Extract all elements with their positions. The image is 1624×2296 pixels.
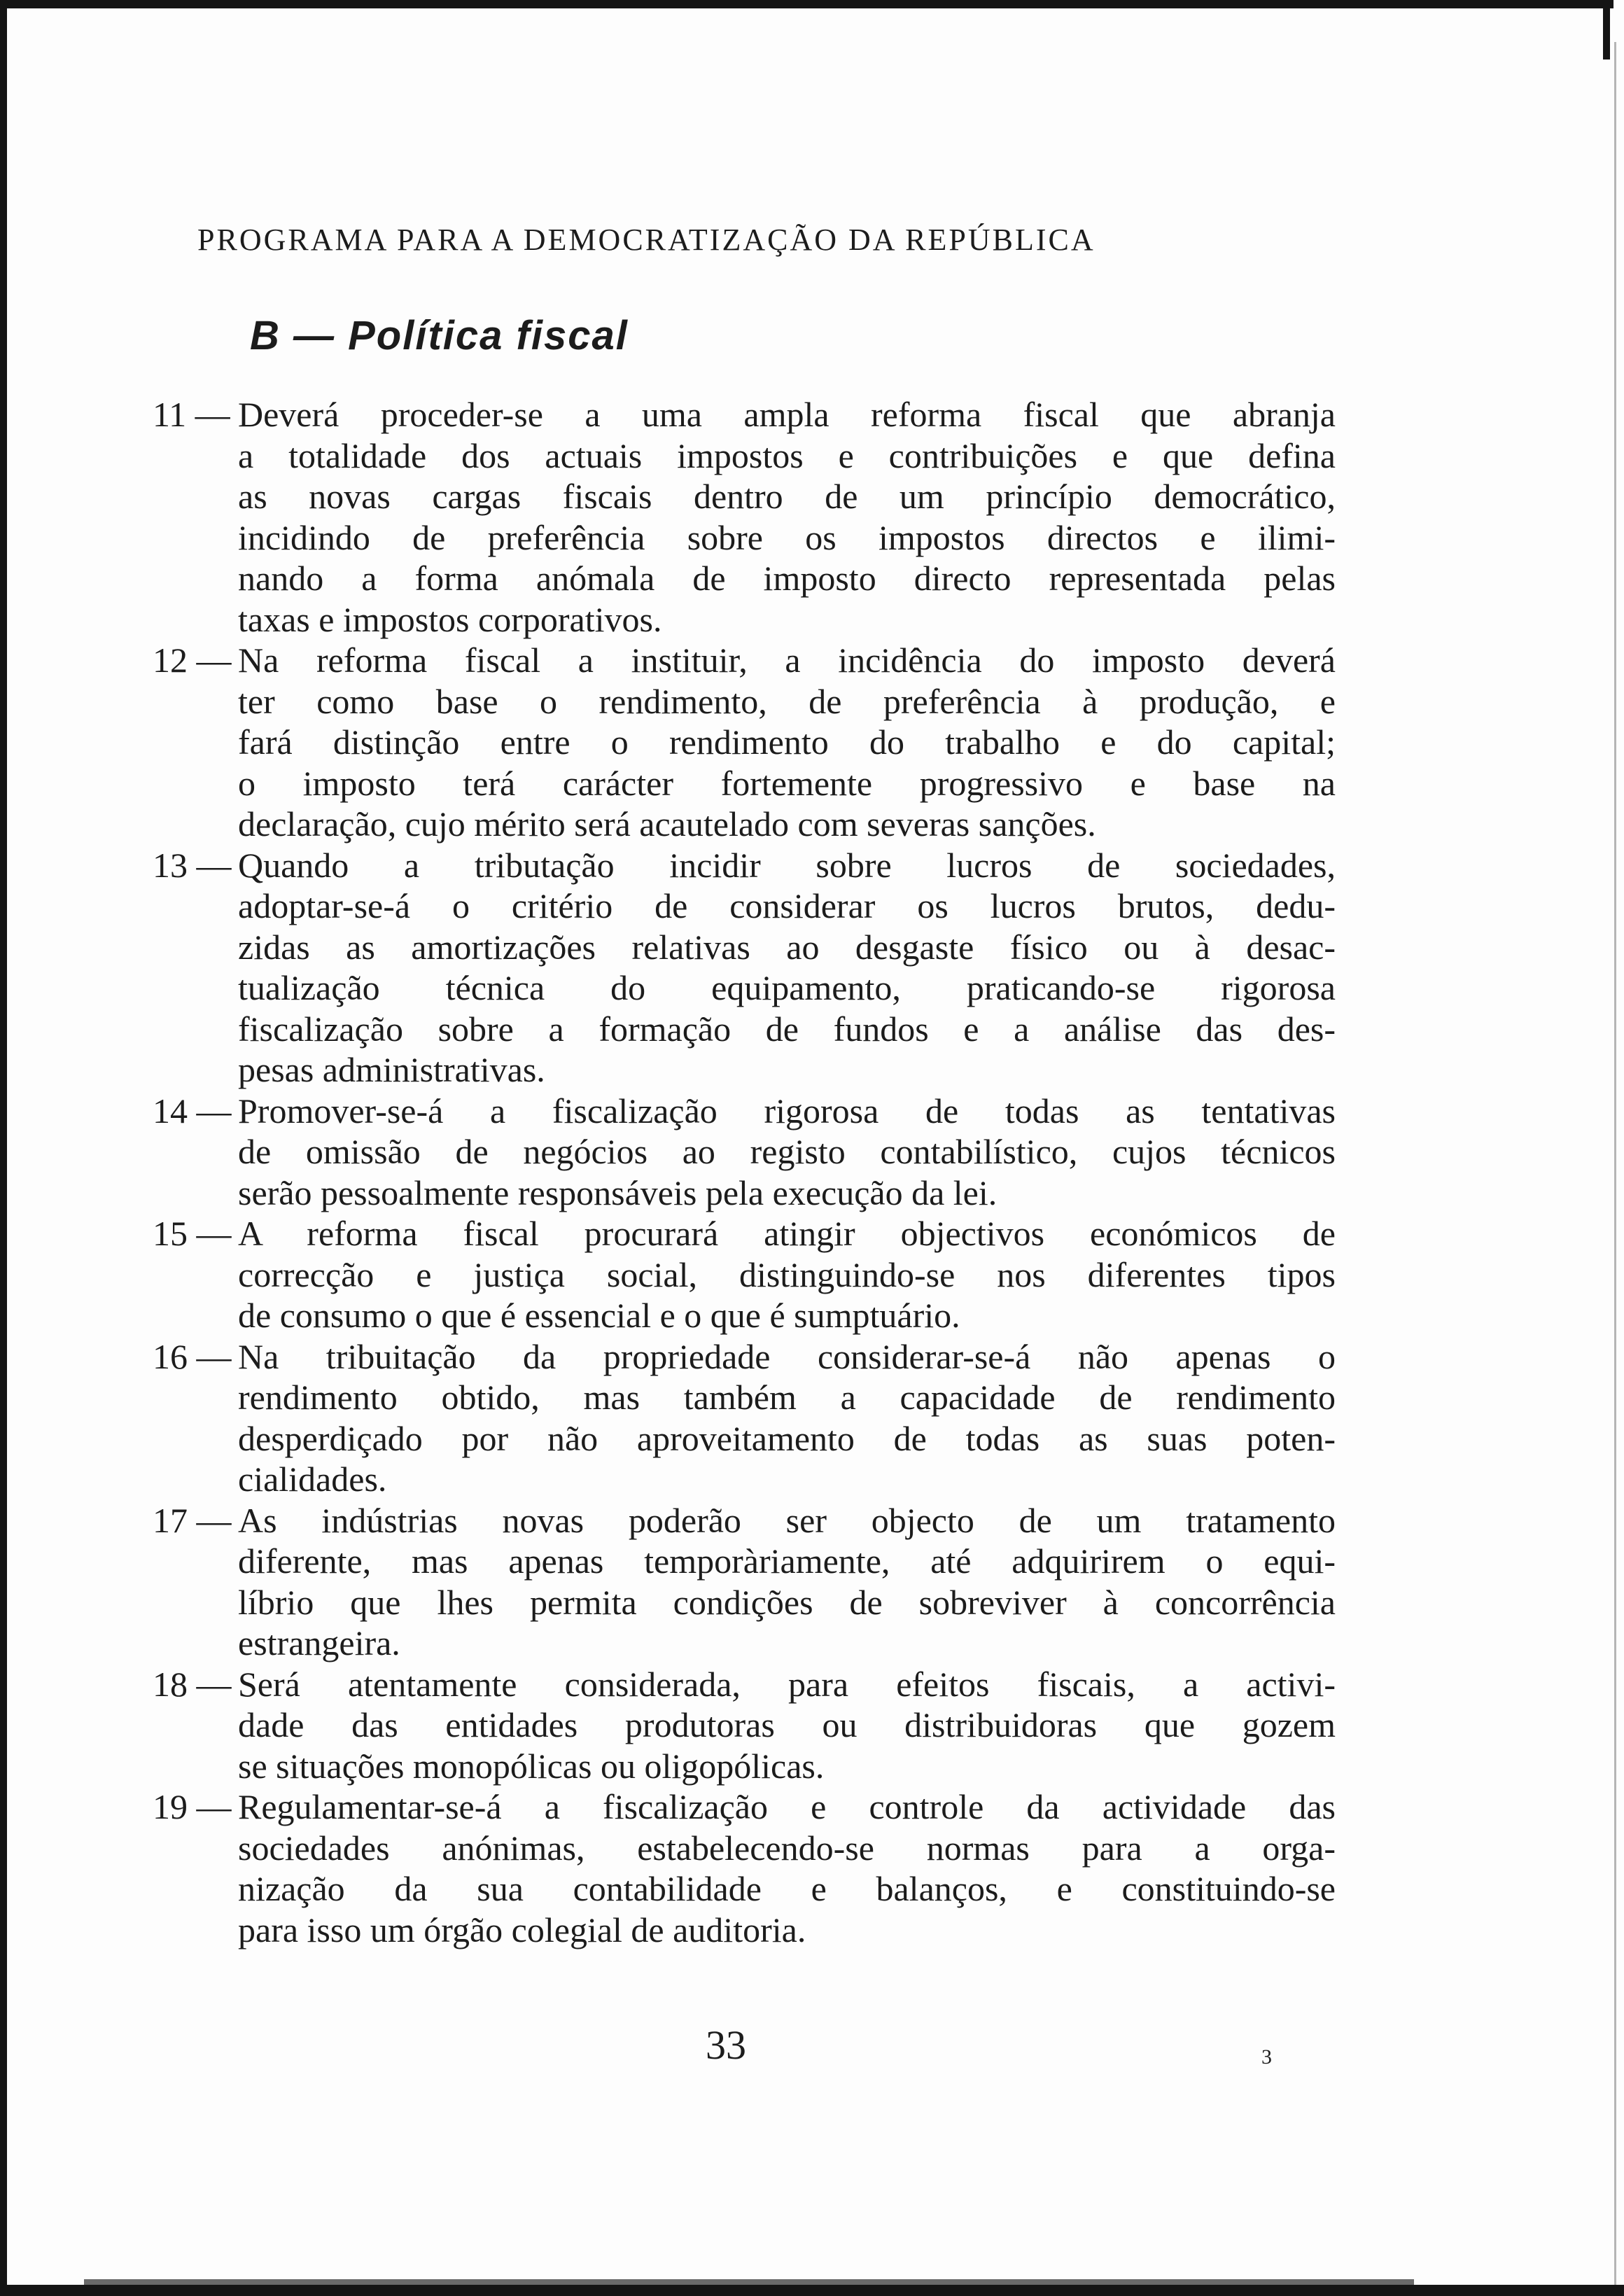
scan-border-corner [1603, 0, 1610, 59]
item-text-line: zidas as amortizações relativas ao desgaste físico ou à desac- [238, 927, 1336, 967]
scan-border-left [0, 0, 7, 2296]
item-text-line: Quando a tributação incidir sobre lucros de sociedades, [238, 845, 1336, 885]
item-text-line: para isso um órgão colegial de auditoria. [238, 1910, 806, 1949]
item-number: 15 — [153, 1214, 232, 1253]
item-number: 17 — [153, 1500, 232, 1540]
item-text-line: incidindo de preferência sobre os impostos directos e ilimi- [238, 517, 1336, 557]
item-text-line: de consumo o que é essencial e o que é sumptuário. [238, 1296, 960, 1335]
scan-shadow-bottom [84, 2279, 1414, 2285]
section-title: B — Política fiscal [250, 313, 629, 358]
item-text-line: A reforma fiscal procurará atingir objectivos económicos de [238, 1214, 1336, 1253]
item-text-line: pesas administrativas. [238, 1050, 545, 1089]
item-text-line: rendimento obtido, mas também a capacidade de rendimento [238, 1378, 1336, 1417]
item-text-line: ter como base o rendimento, de preferência à produção, e [238, 681, 1336, 721]
item-number: 19 — [153, 1787, 232, 1826]
item-text-line: Regulamentar-se-á a fiscalização e controle da actividade das [238, 1787, 1336, 1826]
item-text-line: se situações monopólicas ou oligopólicas. [238, 1746, 825, 1786]
page-number: 33 [706, 2022, 746, 2068]
item-text-line: fiscalização sobre a formação de fundos e a análise das des- [238, 1009, 1336, 1049]
item-number: 16 — [153, 1336, 232, 1376]
scan-border-top [0, 0, 1614, 8]
running-head: PROGRAMA PARA A DEMOCRATIZAÇÃO DA REPÚBLICA [197, 223, 1096, 257]
item-text-line: desperdiçado por não aproveitamento de todas as suas poten- [238, 1418, 1336, 1458]
item-text-line: fará distinção entre o rendimento do trabalho e do capital; [238, 722, 1336, 762]
item-text-line: adoptar-se-á o critério de considerar os lucros brutos, dedu- [238, 886, 1336, 925]
scan-border-bottom [0, 2285, 1624, 2296]
item-text-line: Na tribuitação da propriedade considerar-se-á não apenas o [238, 1336, 1336, 1376]
item-text-line: tualização técnica do equipamento, praticando-se rigorosa [238, 968, 1336, 1007]
item-text-line: diferente, mas apenas temporàriamente, até adquirirem o equi- [238, 1541, 1336, 1581]
item-number: 12 — [153, 640, 232, 680]
item-text-line: líbrio que lhes permita condições de sobreviver à concorrência [238, 1582, 1336, 1622]
list-item [153, 394, 1336, 640]
list-item [153, 1786, 1336, 1950]
item-text-line: Deverá proceder-se a uma ampla reforma fiscal que abranja [238, 395, 1336, 434]
item-text-line: de omissão de negócios ao registo contabilístico, cujos técnicos [238, 1132, 1336, 1171]
item-number: 18 — [153, 1664, 232, 1704]
item-text-line: dade das entidades produtoras ou distribuidoras que gozem [238, 1705, 1336, 1744]
item-text-line: Será atentamente considerada, para efeitos fiscais, a activi- [238, 1664, 1336, 1704]
list-item [153, 1213, 1336, 1336]
item-text-line: nização da sua contabilidade e balanços, e constituindo-se [238, 1869, 1336, 1908]
list-item [153, 1091, 1336, 1214]
item-text-line: declaração, cujo mérito será acautelado com severas sanções. [238, 804, 1096, 844]
item-number: 11 — [153, 395, 230, 434]
item-text-line: serão pessoalmente responsáveis pela execução da lei. [238, 1172, 997, 1212]
item-text-line: cialidades. [238, 1460, 387, 1499]
item-text-line: nando a forma anómala de imposto directo representada pelas [238, 559, 1336, 598]
list-item [153, 1336, 1336, 1500]
item-text-line: correcção e justiça social, distinguindo-se nos diferentes tipos [238, 1254, 1336, 1294]
list-item [153, 1664, 1336, 1787]
list-item [153, 845, 1336, 1091]
item-text-line: estrangeira. [238, 1623, 400, 1662]
item-number: 14 — [153, 1091, 232, 1130]
item-text-line: taxas e impostos corporativos. [238, 599, 662, 639]
item-text-line: As indústrias novas poderão ser objecto de um tratamento [238, 1500, 1336, 1540]
scan-border-right [1614, 42, 1616, 2296]
item-text-line: Na reforma fiscal a instituir, a incidência do imposto deverá [238, 640, 1336, 680]
list-item [153, 640, 1336, 845]
signature-mark: 3 [1261, 2045, 1272, 2068]
item-text-line: as novas cargas fiscais dentro de um princípio democrático, [238, 477, 1336, 516]
item-number: 13 — [153, 845, 232, 885]
item-text-line: a totalidade dos actuais impostos e contribuições e que defina [238, 435, 1336, 475]
list-item [153, 1500, 1336, 1664]
item-text-line: Promover-se-á a fiscalização rigorosa de todas as tentativas [238, 1091, 1336, 1130]
item-text-line: o imposto terá carácter fortemente progressivo e base na [238, 763, 1336, 803]
numbered-items-list [153, 394, 1336, 1950]
item-text-line: sociedades anónimas, estabelecendo-se normas para a orga- [238, 1828, 1336, 1868]
